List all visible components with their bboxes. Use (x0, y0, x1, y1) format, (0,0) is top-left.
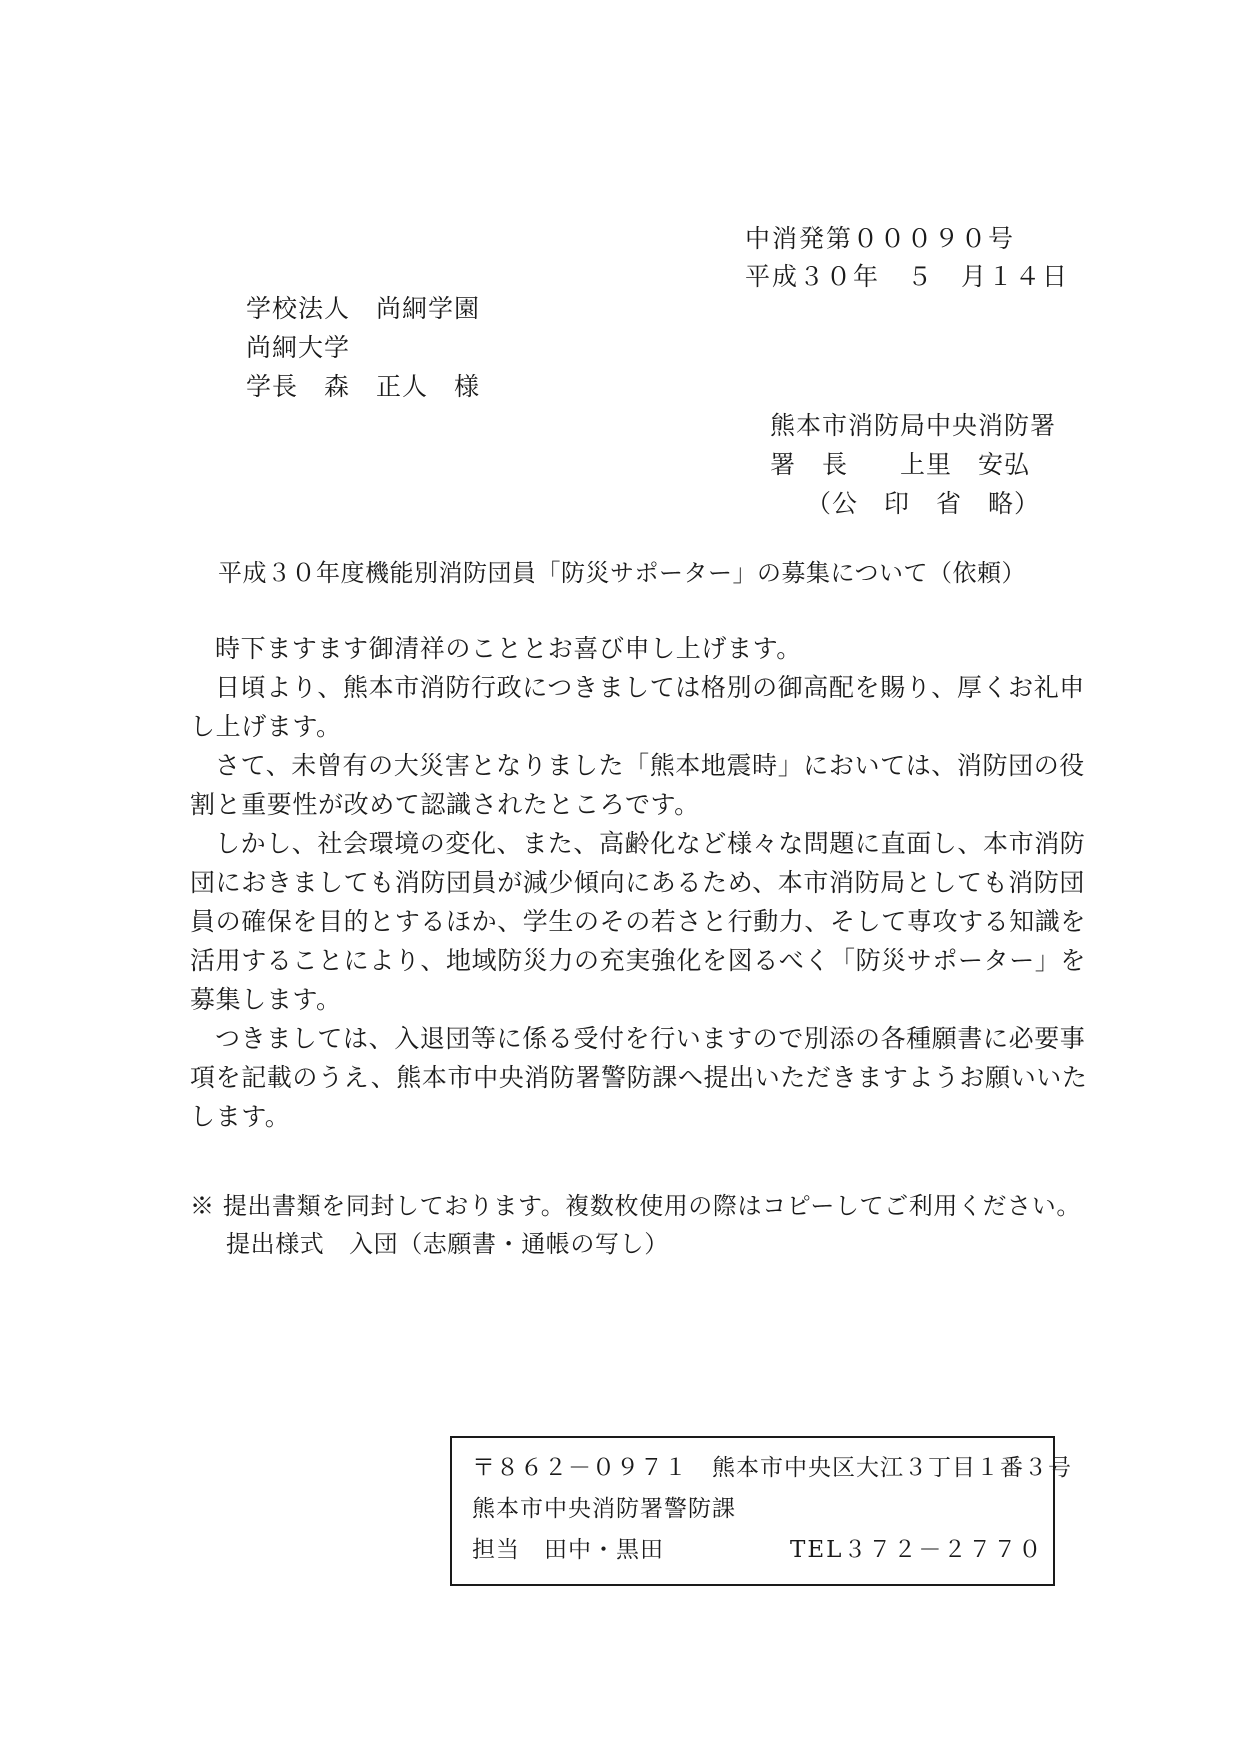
contact-address: 〒８６２－０９７１ 熊本市中央区大江３丁目１番３号 (472, 1455, 1072, 1481)
enclosure-note: ※ 提出書類を同封しております。複数枚使用の際はコピーしてご利用ください。 (190, 1192, 1081, 1220)
sender-name: 署 長 上里 安弘 (770, 450, 1031, 479)
body-line: 日頃より、熊本市消防行政につきましては格別の御高配を賜り、厚くお礼申 (215, 673, 1085, 702)
body-line: 団におきましても消防団員が減少傾向にあるため、本市消防局としても消防団 (190, 868, 1086, 897)
addressee-university: 尚絅大学 (246, 333, 351, 362)
seal-omitted-note: （公 印 省 略） (806, 489, 1041, 518)
addressee-organization: 学校法人 尚絅学園 (246, 294, 481, 323)
document-date: 平成３０年 ５ 月１４日 (745, 262, 1070, 291)
contact-person: 担当 田中・黒田 (472, 1537, 664, 1563)
document-number: 中消発第０００９０号 (745, 224, 1016, 253)
submission-forms-note: 提出様式 入団（志願書・通帳の写し） (226, 1230, 669, 1258)
body-line: つきましては、入退団等に係る受付を行いますので別添の各種願書に必要事 (215, 1024, 1086, 1053)
body-line: 項を記載のうえ、熊本市中央消防署警防課へ提出いただきますようお願いいた (190, 1063, 1088, 1092)
body-line: します。 (190, 1102, 291, 1131)
body-line: さて、未曾有の大災害となりました「熊本地震時」においては、消防団の役 (215, 751, 1085, 780)
contact-box (450, 1436, 1072, 1586)
contact-department: 熊本市中央消防署警防課 (472, 1496, 736, 1522)
body-line: 活用することにより、地域防災力の充実強化を図るべく「防災サポーター」を (190, 946, 1087, 975)
letter-subject: 平成３０年度機能別消防団員「防災サポーター」の募集について（依頼） (218, 559, 1027, 587)
body-line: 割と重要性が改めて認識されたところです。 (190, 790, 700, 819)
body-line: 募集します。 (190, 985, 342, 1014)
sender-organization: 熊本市消防局中央消防署 (770, 411, 1057, 440)
letter-body (190, 629, 1088, 1136)
body-line: しかし、社会環境の変化、また、高齢化など様々な問題に直面し、本市消防 (215, 829, 1086, 858)
body-line: 員の確保を目的とするほか、学生のその若さと行動力、そして専攻する知識を (190, 907, 1087, 936)
body-line: 時下ますます御清祥のこととお喜び申し上げます。 (215, 634, 802, 663)
contact-telephone: TEL３７２－２７７０ (790, 1537, 1044, 1563)
addressee-name: 学長 森 正人 様 (246, 372, 481, 401)
body-line: し上げます。 (190, 712, 342, 741)
